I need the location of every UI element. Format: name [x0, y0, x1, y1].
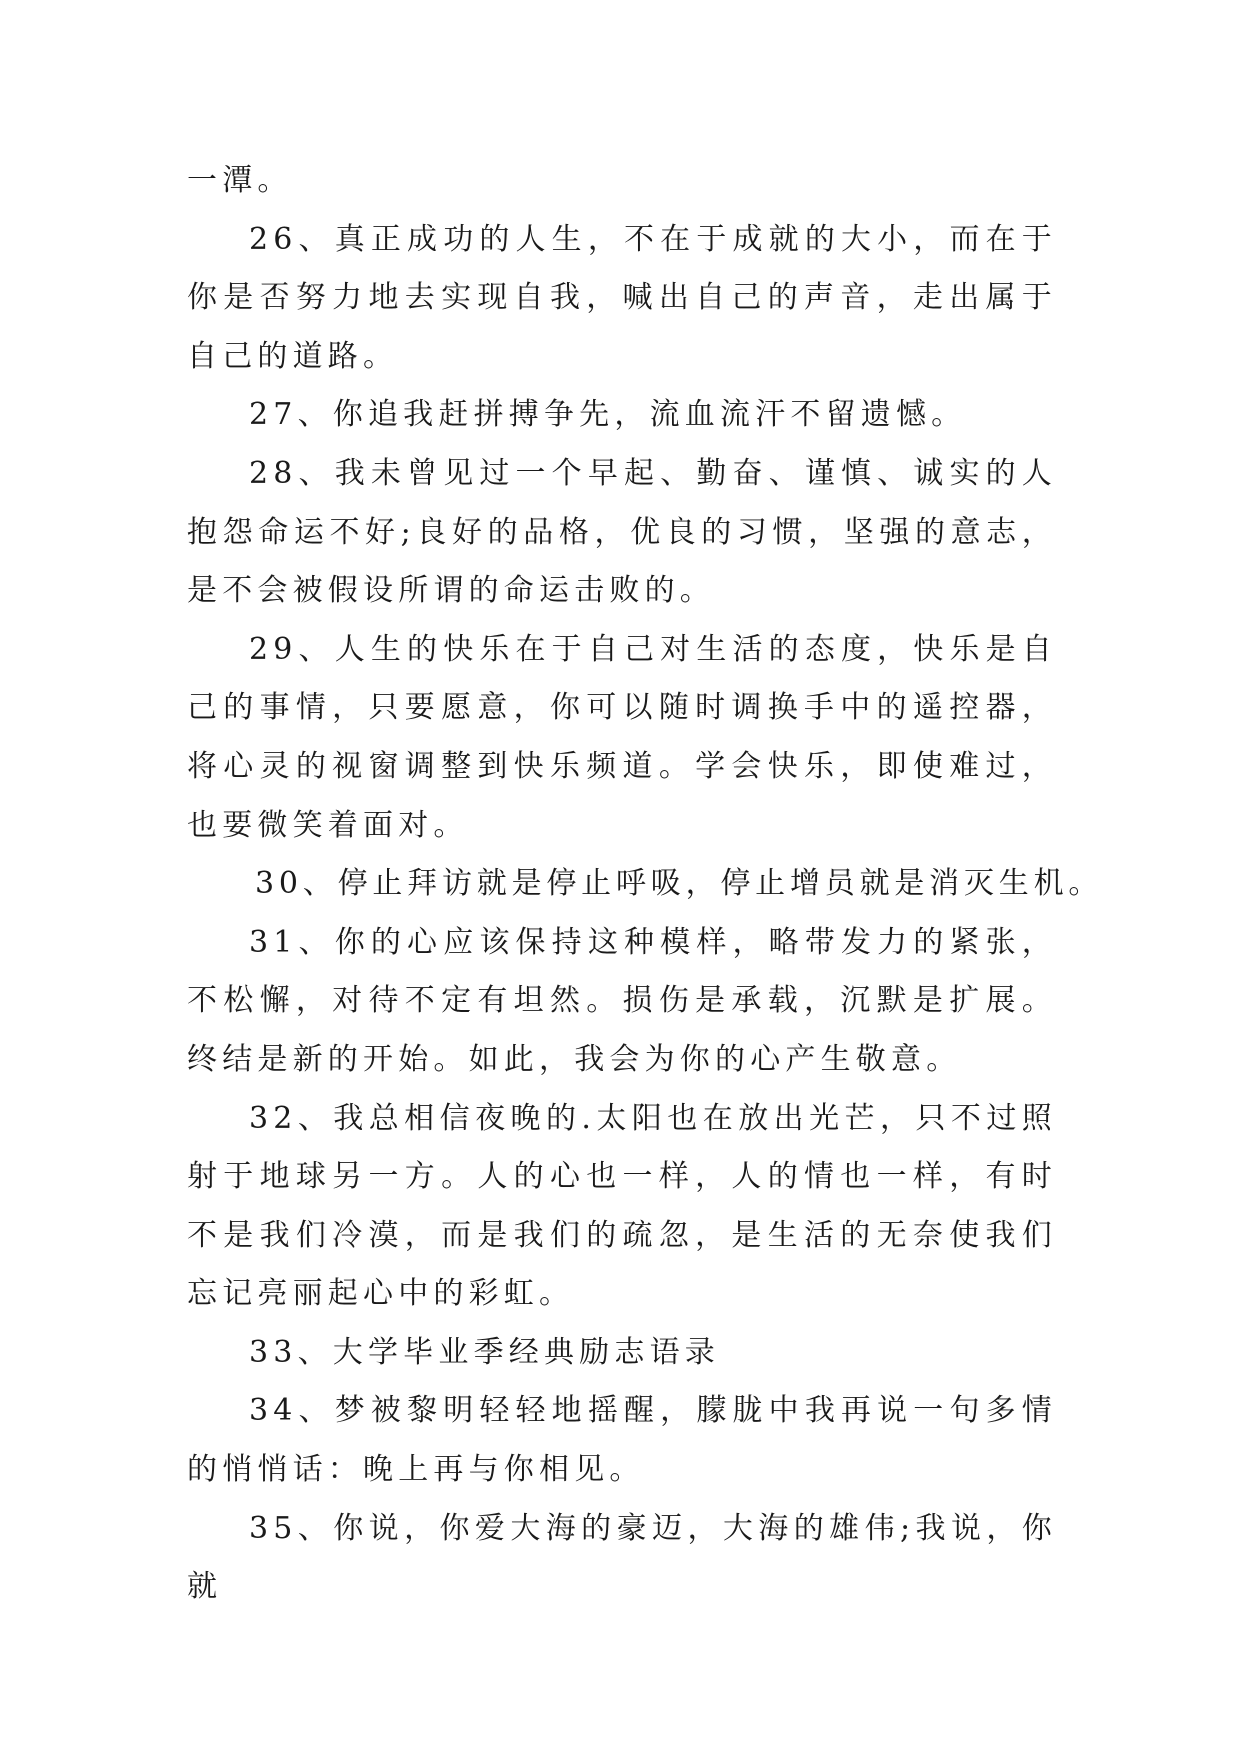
paragraph-34: 34、梦被黎明轻轻地摇醒，朦胧中我再说一句多情的悄悄话：晚上再与你相见。 [187, 1393, 1057, 1488]
document-body [187, 152, 1104, 1617]
paragraph-30: 30、停止拜访就是停止呼吸，停止增员就是消灭生机。 [255, 866, 1104, 902]
paragraph-29: 29、人生的快乐在于自己对生活的态度，快乐是自己的事情，只要愿意，你可以随时调换手中的遥控器，将心灵的视窗调整到快乐频道。学会快乐，即使难过，也要微笑着面对。 [187, 631, 1057, 843]
paragraph-33: 33、大学毕业季经典励志语录 [249, 1334, 720, 1370]
paragraph-27: 27、你追我赶拼搏争先，流血流汗不留遗憾。 [249, 397, 967, 433]
paragraph-continuation: 一潭。 [187, 163, 293, 198]
paragraph-35: 35、你说，你爱大海的豪迈，大海的雄伟;我说，你就 [187, 1510, 1057, 1605]
paragraph-32: 32、我总相信夜晚的.太阳也在放出光芒，只不过照射于地球另一方。人的心也一样，人的情也一样，有时不是我们冷漠，而是我们的疏忽，是生活的无奈使我们忘记亮丽起心中的彩虹。 [187, 1100, 1057, 1312]
paragraph-26: 26、真正成功的人生，不在于成就的大小，而在于你是否努力地去实现自我，喊出自己的声音，走出属于自己的道路。 [187, 221, 1057, 374]
paragraph-28: 28、我未曾见过一个早起、勤奋、谨慎、诚实的人抱怨命运不好;良好的品格，优良的习惯，坚强的意志，是不会被假设所谓的命运击败的。 [187, 455, 1057, 609]
paragraph-31: 31、你的心应该保持这种模样，略带发力的紧张，不松懈，对待不定有坦然。损伤是承载，沉默是扩展。终结是新的开始。如此，我会为你的心产生敬意。 [187, 924, 1057, 1077]
